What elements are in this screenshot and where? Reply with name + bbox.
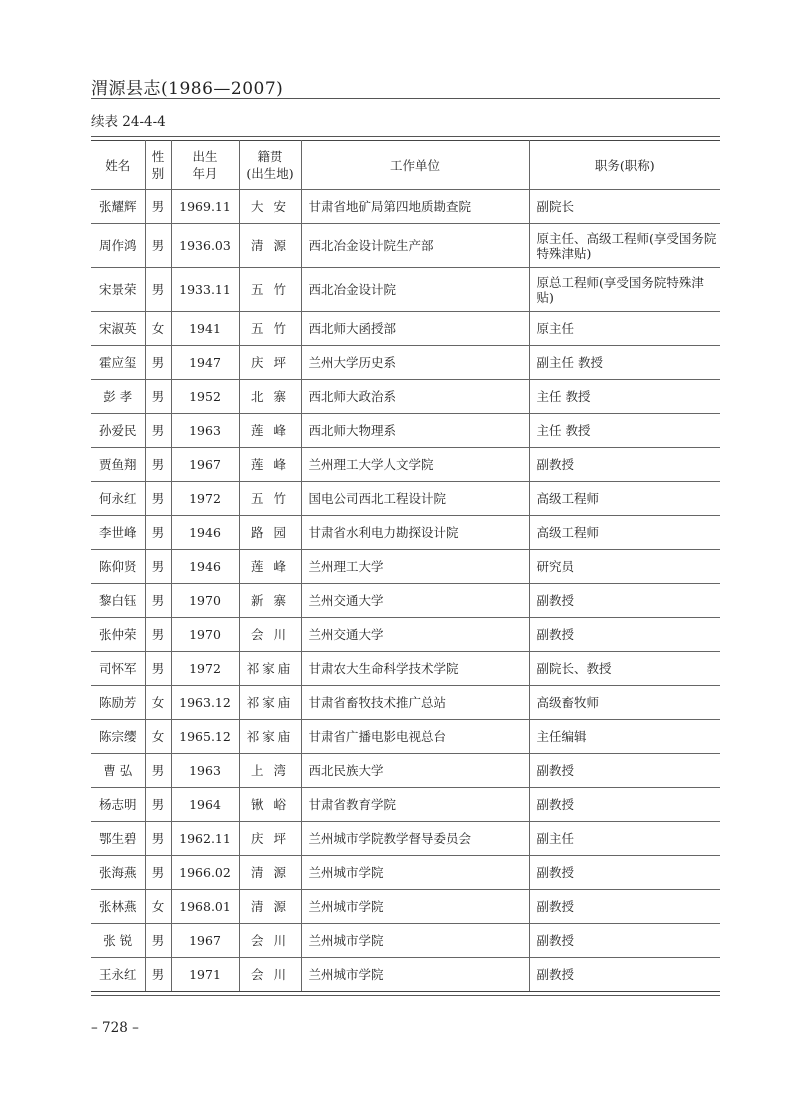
table-row bbox=[91, 380, 720, 414]
header-unit: 工作单位 bbox=[301, 141, 529, 190]
cell-unit: 甘肃省地矿局第四地质勘查院 bbox=[301, 190, 529, 224]
cell-gender: 男 bbox=[145, 550, 171, 584]
cell-unit: 西北师大政治系 bbox=[301, 380, 529, 414]
cell-origin: 会 川 bbox=[239, 958, 301, 992]
table-row bbox=[91, 268, 720, 312]
cell-birth: 1963.12 bbox=[171, 686, 239, 720]
table-row bbox=[91, 312, 720, 346]
cell-origin: 祁家庙 bbox=[239, 652, 301, 686]
cell-name: 李世峰 bbox=[91, 516, 145, 550]
cell-gender: 女 bbox=[145, 890, 171, 924]
cell-birth: 1968.01 bbox=[171, 890, 239, 924]
cell-origin: 五 竹 bbox=[239, 312, 301, 346]
cell-unit: 甘肃省教育学院 bbox=[301, 788, 529, 822]
cell-gender: 男 bbox=[145, 448, 171, 482]
cell-birth: 1936.03 bbox=[171, 224, 239, 268]
cell-position: 高级工程师 bbox=[529, 516, 720, 550]
cell-gender: 男 bbox=[145, 268, 171, 312]
cell-unit: 兰州城市学院教学督导委员会 bbox=[301, 822, 529, 856]
cell-gender: 男 bbox=[145, 190, 171, 224]
header-birth: 出生 年月 bbox=[171, 141, 239, 190]
cell-gender: 男 bbox=[145, 652, 171, 686]
table-row bbox=[91, 448, 720, 482]
cell-origin: 五 竹 bbox=[239, 482, 301, 516]
cell-origin: 大 安 bbox=[239, 190, 301, 224]
cell-birth: 1963 bbox=[171, 754, 239, 788]
cell-origin: 祁家庙 bbox=[239, 686, 301, 720]
cell-position: 原主任 bbox=[529, 312, 720, 346]
cell-name: 张海燕 bbox=[91, 856, 145, 890]
cell-name: 陈宗缨 bbox=[91, 720, 145, 754]
cell-origin: 清 源 bbox=[239, 890, 301, 924]
cell-origin: 清 源 bbox=[239, 224, 301, 268]
cell-birth: 1947 bbox=[171, 346, 239, 380]
cell-birth: 1970 bbox=[171, 618, 239, 652]
cell-unit: 兰州城市学院 bbox=[301, 890, 529, 924]
cell-origin: 清 源 bbox=[239, 856, 301, 890]
table-bottom-rule bbox=[91, 995, 720, 996]
table-caption: 续表 24-4-4 bbox=[91, 114, 166, 130]
cell-birth: 1971 bbox=[171, 958, 239, 992]
cell-gender: 男 bbox=[145, 958, 171, 992]
cell-position: 副主任 教授 bbox=[529, 346, 720, 380]
cell-origin: 锹 峪 bbox=[239, 788, 301, 822]
personnel-table-container bbox=[91, 136, 720, 996]
personnel-table bbox=[91, 140, 720, 992]
cell-birth: 1963 bbox=[171, 414, 239, 448]
cell-position: 高级工程师 bbox=[529, 482, 720, 516]
cell-position: 副教授 bbox=[529, 754, 720, 788]
cell-origin: 五 竹 bbox=[239, 268, 301, 312]
cell-name: 王永红 bbox=[91, 958, 145, 992]
cell-unit: 兰州大学历史系 bbox=[301, 346, 529, 380]
cell-gender: 男 bbox=[145, 822, 171, 856]
table-row bbox=[91, 924, 720, 958]
cell-position: 副主任 bbox=[529, 822, 720, 856]
header-name: 姓名 bbox=[91, 141, 145, 190]
cell-unit: 兰州城市学院 bbox=[301, 856, 529, 890]
cell-unit: 西北师大函授部 bbox=[301, 312, 529, 346]
table-row bbox=[91, 190, 720, 224]
table-row bbox=[91, 890, 720, 924]
cell-birth: 1969.11 bbox=[171, 190, 239, 224]
cell-position: 副院长 bbox=[529, 190, 720, 224]
cell-gender: 男 bbox=[145, 856, 171, 890]
cell-name: 霍应玺 bbox=[91, 346, 145, 380]
cell-position: 副教授 bbox=[529, 924, 720, 958]
cell-gender: 男 bbox=[145, 788, 171, 822]
table-row bbox=[91, 584, 720, 618]
cell-name: 张仲荣 bbox=[91, 618, 145, 652]
cell-gender: 男 bbox=[145, 346, 171, 380]
table-row bbox=[91, 754, 720, 788]
cell-position: 副教授 bbox=[529, 584, 720, 618]
cell-gender: 男 bbox=[145, 924, 171, 958]
cell-name: 陈仰贤 bbox=[91, 550, 145, 584]
cell-origin: 会 川 bbox=[239, 924, 301, 958]
cell-birth: 1962.11 bbox=[171, 822, 239, 856]
cell-name: 宋景荣 bbox=[91, 268, 145, 312]
table-row bbox=[91, 856, 720, 890]
cell-name: 宋淑英 bbox=[91, 312, 145, 346]
table-row bbox=[91, 550, 720, 584]
cell-origin: 庆 坪 bbox=[239, 346, 301, 380]
cell-unit: 兰州交通大学 bbox=[301, 618, 529, 652]
cell-position: 副教授 bbox=[529, 788, 720, 822]
cell-position: 研究员 bbox=[529, 550, 720, 584]
table-row bbox=[91, 788, 720, 822]
header-origin: 籍贯 (出生地) bbox=[239, 141, 301, 190]
cell-name: 曹 弘 bbox=[91, 754, 145, 788]
cell-birth: 1972 bbox=[171, 652, 239, 686]
cell-name: 孙爱民 bbox=[91, 414, 145, 448]
cell-position: 副教授 bbox=[529, 958, 720, 992]
cell-birth: 1970 bbox=[171, 584, 239, 618]
cell-origin: 莲 峰 bbox=[239, 448, 301, 482]
cell-birth: 1966.02 bbox=[171, 856, 239, 890]
cell-gender: 女 bbox=[145, 312, 171, 346]
cell-position: 副院长、教授 bbox=[529, 652, 720, 686]
cell-origin: 路 园 bbox=[239, 516, 301, 550]
cell-position: 副教授 bbox=[529, 618, 720, 652]
cell-birth: 1964 bbox=[171, 788, 239, 822]
cell-position: 原总工程师(享受国务院特殊津贴) bbox=[529, 268, 720, 312]
table-row bbox=[91, 346, 720, 380]
cell-unit: 兰州城市学院 bbox=[301, 958, 529, 992]
cell-name: 黎白钰 bbox=[91, 584, 145, 618]
cell-unit: 国电公司西北工程设计院 bbox=[301, 482, 529, 516]
cell-birth: 1967 bbox=[171, 448, 239, 482]
cell-unit: 甘肃省畜牧技术推广总站 bbox=[301, 686, 529, 720]
cell-name: 陈励芳 bbox=[91, 686, 145, 720]
cell-name: 杨志明 bbox=[91, 788, 145, 822]
cell-position: 主任编辑 bbox=[529, 720, 720, 754]
cell-gender: 男 bbox=[145, 482, 171, 516]
table-body bbox=[91, 190, 720, 992]
table-row bbox=[91, 516, 720, 550]
cell-unit: 甘肃农大生命科学技术学院 bbox=[301, 652, 529, 686]
cell-unit: 甘肃省水利电力勘探设计院 bbox=[301, 516, 529, 550]
cell-unit: 兰州交通大学 bbox=[301, 584, 529, 618]
header-rule bbox=[91, 98, 720, 99]
cell-origin: 祁家庙 bbox=[239, 720, 301, 754]
cell-name: 彭 孝 bbox=[91, 380, 145, 414]
cell-unit: 西北冶金设计院 bbox=[301, 268, 529, 312]
cell-origin: 莲 峰 bbox=[239, 414, 301, 448]
cell-birth: 1933.11 bbox=[171, 268, 239, 312]
cell-birth: 1967 bbox=[171, 924, 239, 958]
cell-origin: 北 寨 bbox=[239, 380, 301, 414]
cell-unit: 西北民族大学 bbox=[301, 754, 529, 788]
cell-unit: 兰州城市学院 bbox=[301, 924, 529, 958]
cell-origin: 会 川 bbox=[239, 618, 301, 652]
cell-gender: 女 bbox=[145, 686, 171, 720]
cell-gender: 男 bbox=[145, 754, 171, 788]
cell-birth: 1941 bbox=[171, 312, 239, 346]
cell-unit: 甘肃省广播电影电视总台 bbox=[301, 720, 529, 754]
cell-birth: 1946 bbox=[171, 516, 239, 550]
cell-gender: 男 bbox=[145, 224, 171, 268]
cell-name: 鄂生碧 bbox=[91, 822, 145, 856]
cell-position: 高级畜牧师 bbox=[529, 686, 720, 720]
cell-name: 张耀辉 bbox=[91, 190, 145, 224]
table-top-rule bbox=[91, 136, 720, 137]
cell-birth: 1965.12 bbox=[171, 720, 239, 754]
table-row bbox=[91, 482, 720, 516]
table-header-row bbox=[91, 141, 720, 190]
cell-name: 贾鱼翔 bbox=[91, 448, 145, 482]
table-row bbox=[91, 958, 720, 992]
cell-position: 主任 教授 bbox=[529, 414, 720, 448]
cell-position: 副教授 bbox=[529, 856, 720, 890]
cell-birth: 1952 bbox=[171, 380, 239, 414]
cell-unit: 西北冶金设计院生产部 bbox=[301, 224, 529, 268]
cell-origin: 新 寨 bbox=[239, 584, 301, 618]
cell-unit: 西北师大物理系 bbox=[301, 414, 529, 448]
cell-gender: 男 bbox=[145, 380, 171, 414]
running-header-title: 渭源县志(1986—2007) bbox=[91, 79, 284, 99]
cell-name: 何永红 bbox=[91, 482, 145, 516]
cell-position: 副教授 bbox=[529, 448, 720, 482]
cell-position: 副教授 bbox=[529, 890, 720, 924]
cell-birth: 1946 bbox=[171, 550, 239, 584]
table-row bbox=[91, 224, 720, 268]
cell-position: 原主任、高级工程师(享受国务院特殊津贴) bbox=[529, 224, 720, 268]
cell-name: 张林燕 bbox=[91, 890, 145, 924]
cell-gender: 男 bbox=[145, 516, 171, 550]
page-number: – 728 – bbox=[91, 1020, 139, 1036]
table-row bbox=[91, 618, 720, 652]
table-row bbox=[91, 686, 720, 720]
cell-name: 司怀军 bbox=[91, 652, 145, 686]
cell-position: 主任 教授 bbox=[529, 380, 720, 414]
cell-origin: 庆 坪 bbox=[239, 822, 301, 856]
table-row bbox=[91, 414, 720, 448]
cell-name: 张 锐 bbox=[91, 924, 145, 958]
cell-origin: 上 湾 bbox=[239, 754, 301, 788]
cell-origin: 莲 峰 bbox=[239, 550, 301, 584]
header-position: 职务(职称) bbox=[529, 141, 720, 190]
cell-gender: 女 bbox=[145, 720, 171, 754]
cell-birth: 1972 bbox=[171, 482, 239, 516]
cell-name: 周作鸿 bbox=[91, 224, 145, 268]
cell-gender: 男 bbox=[145, 618, 171, 652]
table-row bbox=[91, 822, 720, 856]
table-row bbox=[91, 652, 720, 686]
cell-gender: 男 bbox=[145, 414, 171, 448]
cell-unit: 兰州理工大学人文学院 bbox=[301, 448, 529, 482]
header-gender: 性 别 bbox=[145, 141, 171, 190]
table-row bbox=[91, 720, 720, 754]
cell-unit: 兰州理工大学 bbox=[301, 550, 529, 584]
cell-gender: 男 bbox=[145, 584, 171, 618]
